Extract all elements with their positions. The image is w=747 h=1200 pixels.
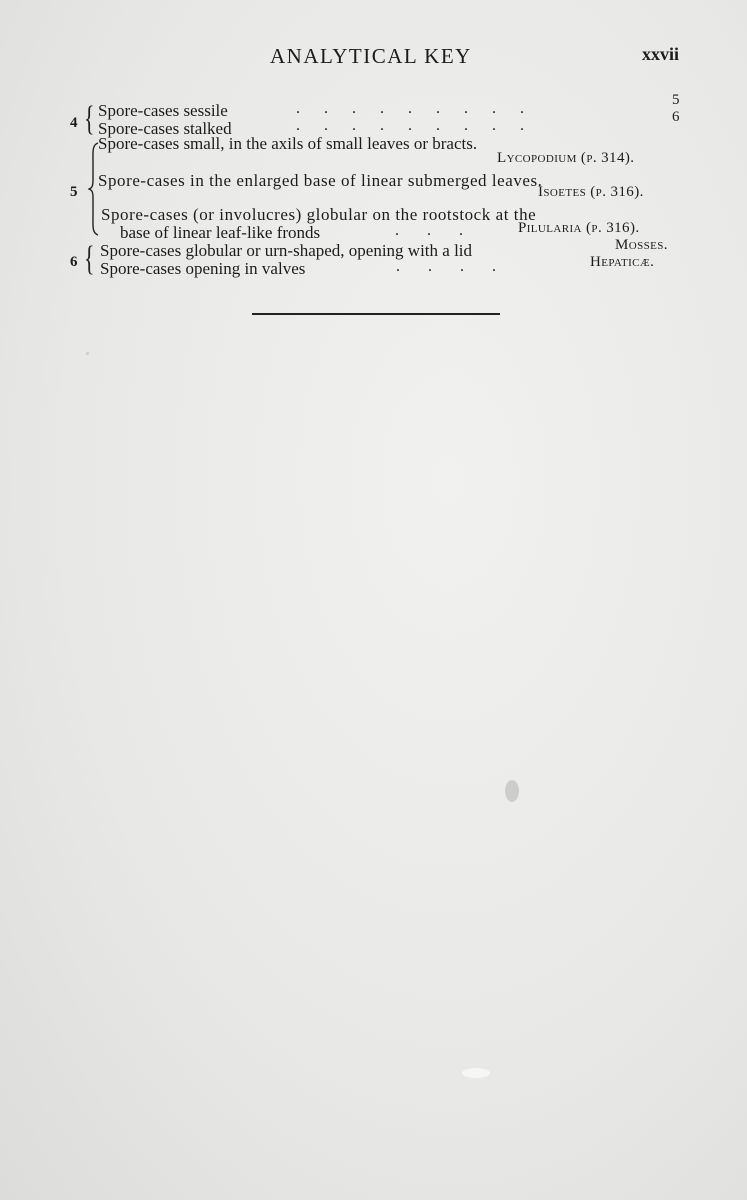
couplet-6-brace: {	[84, 237, 95, 278]
couplet-6-lead-b-dots: . . . .	[396, 258, 496, 275]
couplet-4-lead-b-next: 6	[672, 109, 680, 125]
couplet-6-lead-b: Spore-cases opening in valves	[100, 259, 306, 278]
couplet-4-brace: {	[84, 97, 95, 138]
couplet-5-lead-a-genus	[497, 150, 634, 167]
page-number: xxvii	[642, 44, 680, 64]
couplet-5-number: 5	[70, 184, 78, 200]
couplet-4-lead-b-dots: . . . . . . . . .	[296, 117, 524, 134]
couplet-5-lead-b: Spore-cases in the enlarged base of linear submerged leaves.	[98, 171, 543, 190]
paper-speck	[86, 352, 89, 355]
group-hepaticae: Hepaticæ.	[590, 254, 655, 270]
group-mosses: Mosses.	[615, 237, 668, 253]
running-head-title: ANALYTICAL KEY	[270, 44, 472, 68]
couplet-5-lead-c: Spore-cases (or involucres) globular on the rootstock at the	[101, 205, 537, 224]
couplet-4-lead-a-dots: . . . . . . . . .	[296, 100, 524, 117]
couplet-4-lead-a-next: 5	[672, 92, 680, 108]
genus-lycopodium: Lycopodium (p. 314).	[497, 150, 635, 166]
couplet-6-lead-a: Spore-cases globular or urn-shaped, opening with a lid	[100, 241, 473, 260]
paper-blemish	[505, 780, 519, 802]
couplet-6-lead-b-group	[590, 254, 654, 271]
couplet-4-lead-b: Spore-cases stalked	[98, 119, 232, 138]
couplet-5-lead-b-genus	[538, 184, 644, 201]
couplet-6-number: 6	[70, 254, 78, 270]
genus-pilularia: Pilularia (p. 316).	[518, 220, 640, 236]
couplet-4-number: 4	[70, 115, 78, 131]
couplet-5-lead-c-dots: . . .	[395, 222, 463, 239]
genus-isoetes: Isoetes (p. 316).	[538, 184, 644, 200]
couplet-6-lead-a-group	[615, 237, 668, 254]
couplet-5-lead-c-genus	[518, 220, 639, 237]
couplet-4-lead-a: Spore-cases sessile	[98, 101, 228, 120]
section-end-rule	[252, 313, 500, 315]
couplet-5-lead-c-continued: base of linear leaf-like fronds	[120, 223, 321, 242]
paper-light-mark	[462, 1068, 490, 1078]
couplet-5-lead-a: Spore-cases small, in the axils of small leaves or bracts.	[98, 134, 478, 153]
